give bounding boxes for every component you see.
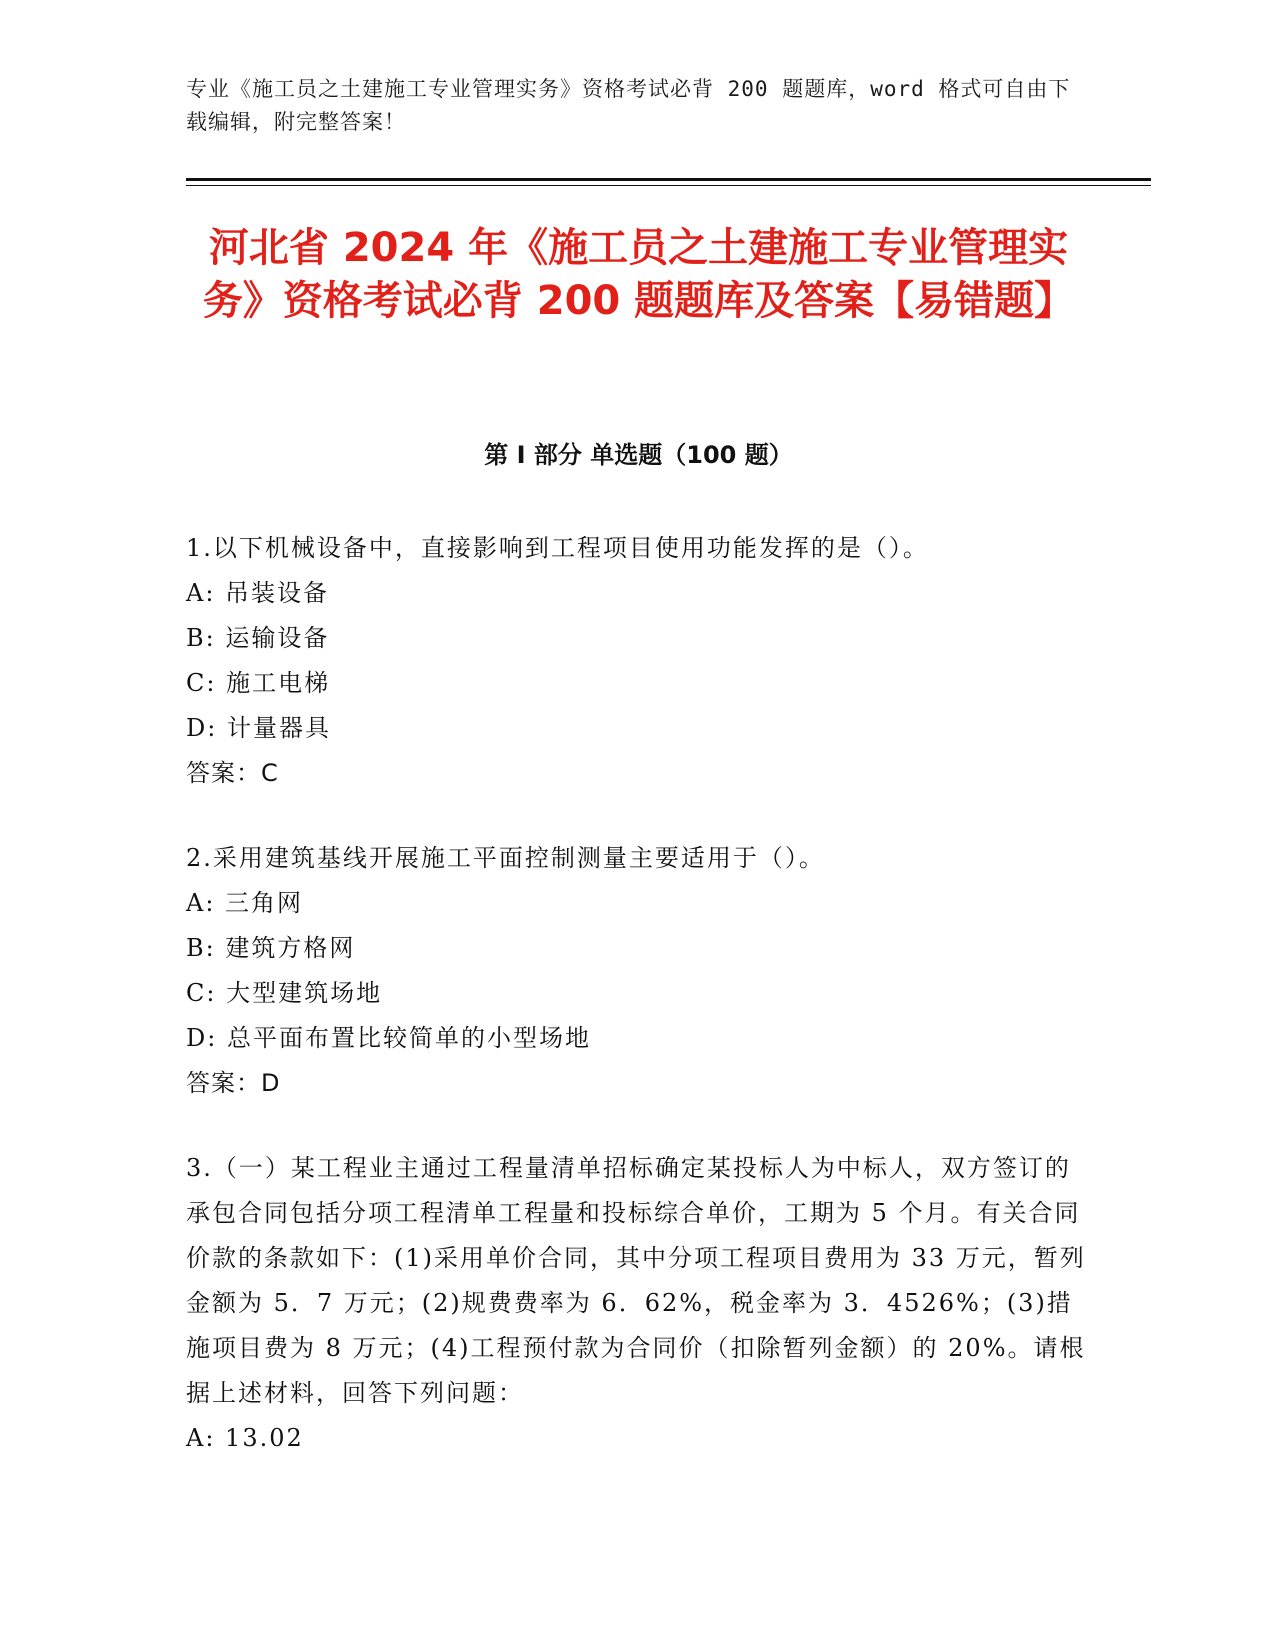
option-c: C: 大型建筑场地: [186, 979, 383, 1007]
question-text: 3.（一）某工程业主通过工程量清单招标确定某投标人为中标人，双方签订的承包合同包括分项工程清单工程量和投标综合单价，工期为 5 个月。有关合同价款的条款如下：(1)采用单价合同，其中分项工程项目费用为 33 万元，暂列金额为 5．7 万元；(2)规费费率为 6．62%，税金率为 3．4526%；(3)措施项目费为 8 万元；(4)工程预付款为合同价（扣除暂列金额）的 20%。请根据上述材料，回答下列问题：: [186, 1154, 1086, 1407]
option-b: B: 运输设备: [186, 624, 330, 652]
option-d: D: 总平面布置比较简单的小型场地: [186, 1024, 591, 1052]
option-a: A: 三角网: [186, 889, 304, 917]
option-a: A: 吊装设备: [186, 579, 330, 607]
question-text: 1.以下机械设备中，直接影响到工程项目使用功能发挥的是（）。: [186, 534, 929, 562]
header-note: 专业《施工员之土建施工专业管理实务》资格考试必背 200 题题库，word 格式可自由下载编辑，附完整答案！: [186, 77, 1071, 134]
answer: 答案：D: [186, 1069, 281, 1097]
option-d: D: 计量器具: [186, 714, 331, 742]
header-divider-thin: [186, 185, 1151, 186]
option-b: B: 建筑方格网: [186, 934, 356, 962]
question-1: [186, 526, 1096, 796]
answer: 答案：C: [186, 759, 279, 787]
document-title: 河北省 2024 年《施工员之土建施工专业管理实务》资格考试必背 200 题题库及答案【易错题】: [202, 225, 1075, 324]
option-a: A: 13.02: [186, 1424, 304, 1452]
question-list: [186, 526, 1096, 1501]
header-divider-thick: [186, 178, 1151, 181]
section-title: 第 I 部分 单选题（100 题）: [484, 441, 793, 469]
option-c: C: 施工电梯: [186, 669, 331, 697]
question-3: [186, 1146, 1096, 1461]
question-text: 2.采用建筑基线开展施工平面控制测量主要适用于（）。: [186, 844, 825, 872]
question-2: [186, 836, 1096, 1106]
